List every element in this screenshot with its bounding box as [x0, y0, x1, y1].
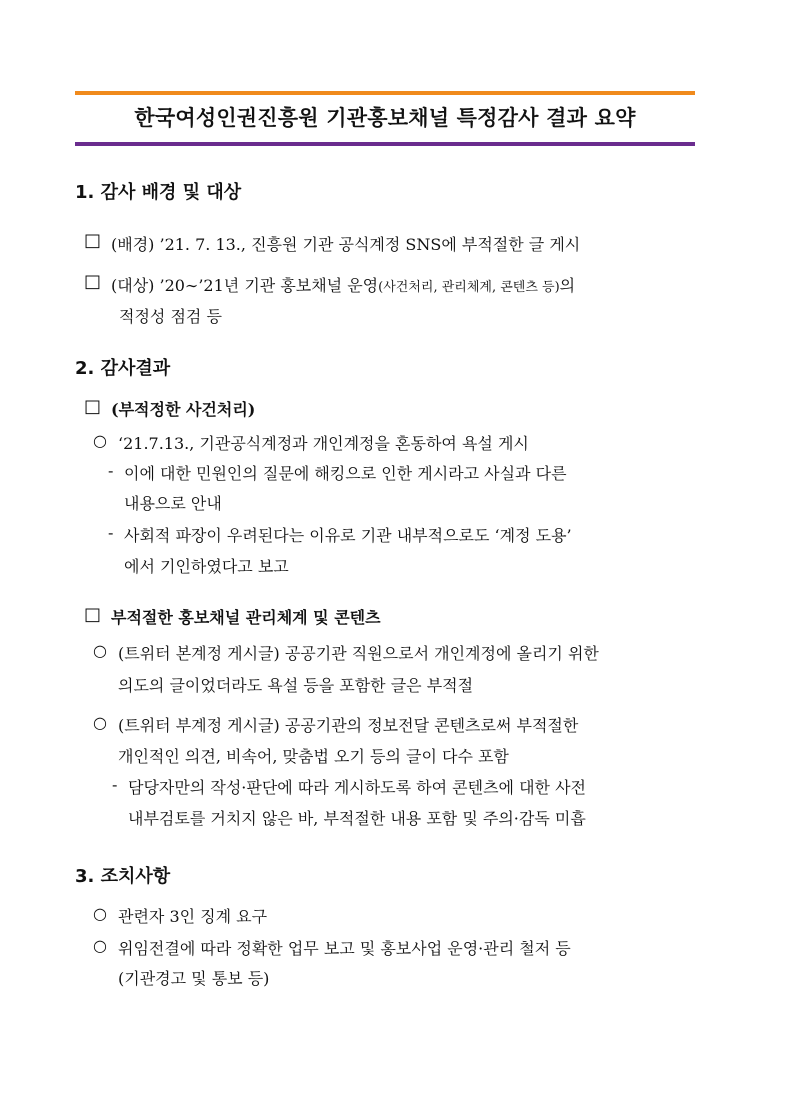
title-block — [75, 91, 695, 146]
sub2-circle1-cont: 의도의 글이었더라도 욕설 등을 포함한 글은 부적절 — [118, 676, 474, 695]
target-tail: 의 — [559, 276, 576, 295]
sub1-dash2-cont: 에서 기인하였다고 보고 — [124, 557, 289, 576]
square-bullet: □ — [84, 230, 102, 251]
section1-target-cont: 적정성 점검 등 — [119, 307, 222, 326]
section2-heading: 2. 감사결과 — [75, 358, 171, 379]
circle-bullet: ○ — [93, 936, 107, 955]
section1-heading: 1. 감사 배경 및 대상 — [75, 182, 242, 203]
target-small: (사건처리, 관리체계, 콘텐츠 등) — [378, 280, 560, 295]
circle-bullet: ○ — [93, 904, 107, 923]
sub2-dash-cont: 내부검토를 거치지 않은 바, 부적절한 내용 포함 및 주의·감독 미흡 — [128, 809, 586, 828]
sub1-dash2: 사회적 파장이 우려된다는 이유로 기관 내부적으로도 ‘계정 도용’ — [124, 526, 572, 545]
sub1-heading: (부적정한 사건처리) — [111, 400, 256, 419]
section3-item1: 관련자 3인 징계 요구 — [118, 907, 268, 926]
section1-target — [111, 273, 575, 296]
sub2-dash: 담당자만의 작성·판단에 따라 게시하도록 하여 콘텐츠에 대한 사전 — [128, 778, 587, 797]
section1-background: (배경) ’21. 7. 13., 진흥원 기관 공식계정 SNS에 부적절한 글 게시 — [111, 235, 581, 254]
sub2-circle2: (트위터 부계정 게시글) 공공기관의 정보전달 콘텐츠로써 부적절한 — [118, 716, 579, 735]
sub1-dash1-cont: 내용으로 안내 — [124, 494, 222, 513]
dash-bullet: - — [112, 775, 118, 794]
section3-heading: 3. 조치사항 — [75, 866, 171, 887]
sub2-circle1: (트위터 본계정 게시글) 공공기관 직원으로서 개인계정에 올리기 위한 — [118, 644, 599, 663]
square-bullet: □ — [84, 271, 102, 292]
title-bottom-rule — [75, 142, 695, 146]
circle-bullet: ○ — [93, 641, 107, 660]
square-bullet: □ — [84, 604, 102, 625]
target-main: (대상) ’20∼’21년 기관 홍보채널 운영 — [111, 276, 379, 295]
dash-bullet: - — [108, 523, 114, 542]
sub2-heading: 부적절한 홍보채널 관리체계 및 콘텐츠 — [111, 608, 381, 627]
circle-bullet: ○ — [93, 431, 107, 450]
page-title: 한국여성인권진흥원 기관홍보채널 특정감사 결과 요약 — [134, 106, 636, 130]
section3-item2-cont: (기관경고 및 통보 등) — [118, 969, 270, 988]
sub1-circle: ‘21.7.13., 기관공식계정과 개인계정을 혼동하여 욕설 게시 — [118, 434, 529, 453]
circle-bullet: ○ — [93, 713, 107, 732]
sub1-dash1: 이에 대한 민원인의 질문에 해킹으로 인한 게시라고 사실과 다른 — [124, 464, 567, 483]
sub2-circle2-cont: 개인적인 의견, 비속어, 맞춤법 오기 등의 글이 다수 포함 — [118, 747, 509, 766]
square-bullet: □ — [84, 396, 102, 417]
dash-bullet: - — [108, 461, 114, 480]
section3-item2: 위임전결에 따라 정확한 업무 보고 및 홍보사업 운영·관리 철저 등 — [118, 939, 571, 958]
